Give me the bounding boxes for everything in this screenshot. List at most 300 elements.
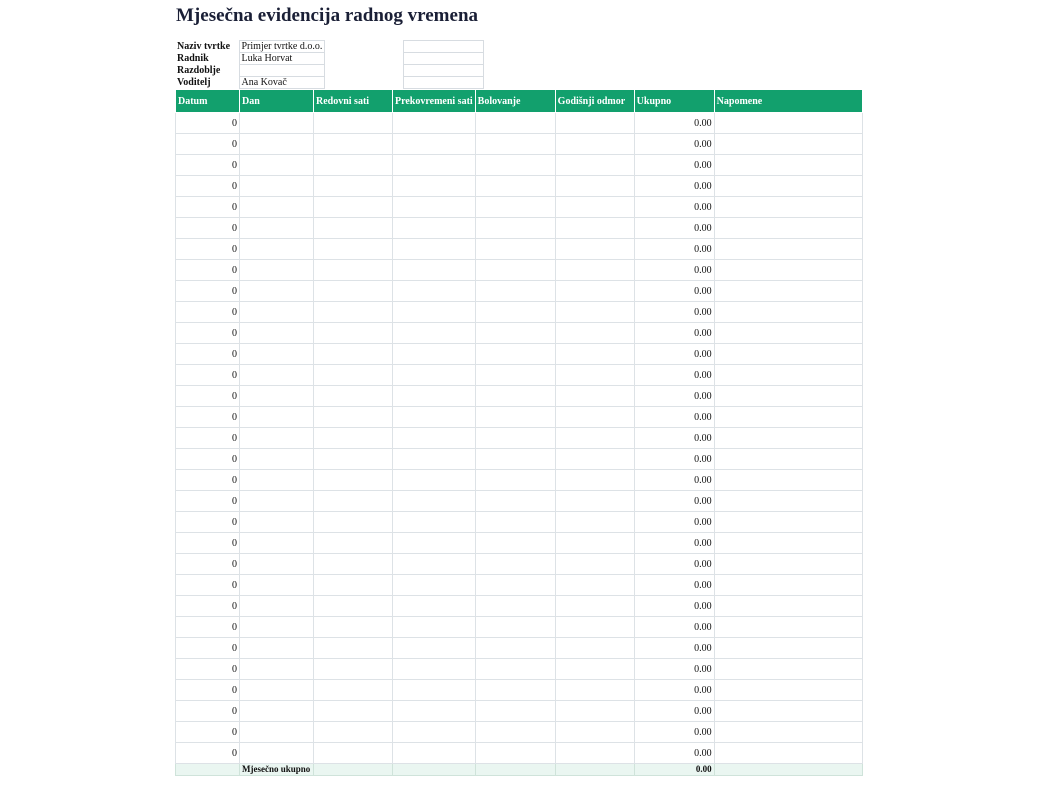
total-hours-cell[interactable]: 0.00 <box>634 428 714 449</box>
date-cell[interactable]: 0 <box>176 218 240 239</box>
table-cell[interactable] <box>475 281 555 302</box>
total-hours-cell[interactable]: 0.00 <box>634 680 714 701</box>
table-cell[interactable] <box>555 260 634 281</box>
table-cell[interactable] <box>714 512 862 533</box>
total-hours-cell[interactable]: 0.00 <box>634 722 714 743</box>
table-cell[interactable] <box>393 386 476 407</box>
table-cell[interactable] <box>314 659 393 680</box>
table-cell <box>314 764 393 776</box>
table-cell[interactable] <box>314 743 393 764</box>
total-hours-cell[interactable]: 0.00 <box>634 260 714 281</box>
date-cell[interactable]: 0 <box>176 596 240 617</box>
table-cell[interactable] <box>314 596 393 617</box>
date-cell[interactable]: 0 <box>176 554 240 575</box>
date-cell[interactable]: 0 <box>176 113 240 134</box>
table-cell[interactable] <box>475 659 555 680</box>
table-cell[interactable] <box>555 134 634 155</box>
info-value-field[interactable]: Primjer tvrtke d.o.o. <box>239 41 325 53</box>
table-cell[interactable] <box>240 176 314 197</box>
date-cell[interactable]: 0 <box>176 680 240 701</box>
table-cell[interactable] <box>714 743 862 764</box>
table-cell[interactable] <box>555 449 634 470</box>
table-cell[interactable] <box>314 617 393 638</box>
info-extra-cell[interactable] <box>404 41 484 53</box>
table-row <box>176 386 863 407</box>
table-cell[interactable] <box>555 323 634 344</box>
table-cell[interactable] <box>714 554 862 575</box>
info-row <box>175 53 484 65</box>
table-cell[interactable] <box>240 491 314 512</box>
table-cell[interactable] <box>714 239 862 260</box>
total-hours-cell[interactable]: 0.00 <box>634 281 714 302</box>
table-cell[interactable] <box>314 638 393 659</box>
date-cell[interactable]: 0 <box>176 407 240 428</box>
table-cell[interactable] <box>314 386 393 407</box>
table-cell[interactable] <box>475 386 555 407</box>
table-cell[interactable] <box>240 512 314 533</box>
total-hours-cell[interactable]: 0.00 <box>634 575 714 596</box>
table-cell[interactable] <box>714 596 862 617</box>
total-hours-cell[interactable]: 0.00 <box>634 638 714 659</box>
table-cell[interactable] <box>393 344 476 365</box>
info-row <box>175 77 484 89</box>
table-cell[interactable] <box>475 239 555 260</box>
table-cell[interactable] <box>240 155 314 176</box>
table-cell[interactable] <box>240 113 314 134</box>
table-cell[interactable] <box>714 407 862 428</box>
table-cell[interactable] <box>314 533 393 554</box>
table-cell[interactable] <box>475 260 555 281</box>
table-cell[interactable] <box>475 323 555 344</box>
total-hours-cell[interactable]: 0.00 <box>634 743 714 764</box>
table-row <box>176 470 863 491</box>
column-header: Ukupno <box>634 90 714 113</box>
table-cell[interactable] <box>714 533 862 554</box>
table-cell[interactable] <box>555 743 634 764</box>
table-cell[interactable] <box>475 113 555 134</box>
date-cell[interactable]: 0 <box>176 239 240 260</box>
table-cell[interactable] <box>714 323 862 344</box>
info-value-field[interactable]: Luka Horvat <box>239 53 325 65</box>
table-cell[interactable] <box>393 701 476 722</box>
table-cell[interactable] <box>714 575 862 596</box>
table-cell[interactable] <box>555 113 634 134</box>
date-cell[interactable]: 0 <box>176 701 240 722</box>
table-cell[interactable] <box>555 218 634 239</box>
total-hours-cell[interactable]: 0.00 <box>634 470 714 491</box>
table-row <box>176 491 863 512</box>
total-hours-cell[interactable]: 0.00 <box>634 449 714 470</box>
info-extra-cell[interactable] <box>404 77 484 89</box>
column-header: Redovni sati <box>314 90 393 113</box>
date-cell[interactable]: 0 <box>176 638 240 659</box>
table-cell[interactable] <box>240 638 314 659</box>
table-cell[interactable] <box>475 533 555 554</box>
table-cell[interactable] <box>314 197 393 218</box>
table-cell[interactable] <box>714 365 862 386</box>
table-cell[interactable] <box>555 638 634 659</box>
table-row <box>176 134 863 155</box>
table-cell[interactable] <box>314 407 393 428</box>
column-header: Datum <box>176 90 240 113</box>
table-cell[interactable] <box>240 659 314 680</box>
table-cell[interactable] <box>314 323 393 344</box>
table-cell[interactable] <box>240 554 314 575</box>
table-row <box>176 638 863 659</box>
table-cell[interactable] <box>714 470 862 491</box>
table-row <box>176 302 863 323</box>
table-cell[interactable] <box>393 449 476 470</box>
table-cell[interactable] <box>314 470 393 491</box>
table-cell[interactable] <box>555 722 634 743</box>
table-cell[interactable] <box>555 701 634 722</box>
table-cell[interactable] <box>475 743 555 764</box>
table-cell[interactable] <box>475 701 555 722</box>
table-cell[interactable] <box>475 575 555 596</box>
table-row <box>176 281 863 302</box>
date-cell[interactable]: 0 <box>176 512 240 533</box>
table-cell[interactable] <box>555 386 634 407</box>
date-cell[interactable]: 0 <box>176 470 240 491</box>
table-cell[interactable] <box>314 701 393 722</box>
table-cell[interactable] <box>714 680 862 701</box>
column-header: Dan <box>240 90 314 113</box>
column-header: Napomene <box>714 90 862 113</box>
table-cell[interactable] <box>714 176 862 197</box>
table-cell[interactable] <box>475 554 555 575</box>
info-label: Voditelj <box>177 77 211 88</box>
date-cell[interactable]: 0 <box>176 176 240 197</box>
table-cell[interactable] <box>714 491 862 512</box>
table-cell[interactable] <box>393 155 476 176</box>
table-cell[interactable] <box>475 680 555 701</box>
table-cell[interactable] <box>555 365 634 386</box>
table-cell[interactable] <box>240 596 314 617</box>
table-cell[interactable] <box>393 134 476 155</box>
table-cell[interactable] <box>475 428 555 449</box>
total-hours-cell[interactable]: 0.00 <box>634 386 714 407</box>
table-cell[interactable] <box>314 218 393 239</box>
date-cell[interactable]: 0 <box>176 260 240 281</box>
table-header-row <box>176 90 863 113</box>
table-row <box>176 407 863 428</box>
table-cell[interactable] <box>393 659 476 680</box>
table-cell[interactable] <box>240 344 314 365</box>
table-cell[interactable] <box>555 512 634 533</box>
table-cell <box>393 764 476 776</box>
table-cell[interactable] <box>555 680 634 701</box>
total-hours-cell[interactable]: 0.00 <box>634 218 714 239</box>
table-cell[interactable] <box>393 407 476 428</box>
table-cell[interactable] <box>393 491 476 512</box>
table-cell[interactable] <box>393 176 476 197</box>
table-cell[interactable] <box>314 512 393 533</box>
total-hours-cell[interactable]: 0.00 <box>634 491 714 512</box>
total-hours-cell[interactable]: 0.00 <box>634 512 714 533</box>
table-cell[interactable] <box>240 302 314 323</box>
table-cell[interactable] <box>475 722 555 743</box>
date-cell[interactable]: 0 <box>176 197 240 218</box>
table-cell[interactable] <box>393 239 476 260</box>
table-cell[interactable] <box>393 554 476 575</box>
total-hours-cell[interactable]: 0.00 <box>634 596 714 617</box>
table-cell[interactable] <box>240 449 314 470</box>
table-cell[interactable] <box>393 218 476 239</box>
table-cell[interactable] <box>714 722 862 743</box>
table-row <box>176 197 863 218</box>
table-row <box>176 239 863 260</box>
date-cell[interactable]: 0 <box>176 281 240 302</box>
table-cell[interactable] <box>475 134 555 155</box>
date-cell[interactable]: 0 <box>176 722 240 743</box>
total-hours-cell[interactable]: 0.00 <box>634 134 714 155</box>
table-cell[interactable] <box>555 533 634 554</box>
table-cell[interactable] <box>240 533 314 554</box>
table-cell[interactable] <box>555 491 634 512</box>
table-cell[interactable] <box>714 113 862 134</box>
table-cell[interactable] <box>714 701 862 722</box>
table-cell[interactable] <box>240 617 314 638</box>
table-row <box>176 218 863 239</box>
table-cell[interactable] <box>314 449 393 470</box>
table-cell[interactable] <box>240 722 314 743</box>
table-cell[interactable] <box>314 134 393 155</box>
table-cell[interactable] <box>393 638 476 659</box>
table-cell[interactable] <box>475 491 555 512</box>
table-cell[interactable] <box>314 113 393 134</box>
table-cell[interactable] <box>240 428 314 449</box>
table-cell[interactable] <box>240 134 314 155</box>
table-row <box>176 575 863 596</box>
table-cell[interactable] <box>475 470 555 491</box>
table-cell[interactable] <box>314 260 393 281</box>
table-cell[interactable] <box>393 323 476 344</box>
info-row <box>175 41 484 53</box>
table-row <box>176 680 863 701</box>
table-row <box>176 113 863 134</box>
table-cell[interactable] <box>314 344 393 365</box>
table-cell[interactable] <box>240 239 314 260</box>
info-row <box>175 65 484 77</box>
table-cell[interactable] <box>714 386 862 407</box>
date-cell[interactable]: 0 <box>176 491 240 512</box>
table-cell[interactable] <box>240 197 314 218</box>
date-cell[interactable]: 0 <box>176 533 240 554</box>
table-cell[interactable] <box>240 575 314 596</box>
date-cell[interactable]: 0 <box>176 743 240 764</box>
date-cell[interactable]: 0 <box>176 134 240 155</box>
table-cell[interactable] <box>714 197 862 218</box>
table-cell[interactable] <box>714 449 862 470</box>
table-cell[interactable] <box>475 197 555 218</box>
table-cell[interactable] <box>240 218 314 239</box>
table-cell[interactable] <box>314 491 393 512</box>
table-cell[interactable] <box>393 533 476 554</box>
date-cell[interactable]: 0 <box>176 575 240 596</box>
total-hours-cell[interactable]: 0.00 <box>634 701 714 722</box>
table-cell[interactable] <box>555 281 634 302</box>
date-cell[interactable]: 0 <box>176 302 240 323</box>
table-cell[interactable] <box>314 722 393 743</box>
table-cell[interactable] <box>555 428 634 449</box>
table-cell[interactable] <box>475 155 555 176</box>
date-cell[interactable]: 0 <box>176 323 240 344</box>
table-cell[interactable] <box>475 449 555 470</box>
table-cell[interactable] <box>314 239 393 260</box>
total-hours-cell[interactable]: 0.00 <box>634 197 714 218</box>
info-spacer <box>325 65 404 77</box>
table-cell[interactable] <box>555 407 634 428</box>
table-cell[interactable] <box>393 743 476 764</box>
table-cell[interactable] <box>240 281 314 302</box>
table-cell[interactable] <box>393 722 476 743</box>
table-cell[interactable] <box>555 344 634 365</box>
table-cell[interactable] <box>393 470 476 491</box>
table-cell[interactable] <box>555 617 634 638</box>
table-cell[interactable] <box>714 617 862 638</box>
info-block <box>175 40 484 89</box>
table-cell[interactable] <box>314 176 393 197</box>
total-hours-cell[interactable]: 0.00 <box>634 533 714 554</box>
table-cell[interactable] <box>393 575 476 596</box>
date-cell[interactable]: 0 <box>176 617 240 638</box>
table-cell[interactable] <box>555 596 634 617</box>
table-cell[interactable] <box>240 365 314 386</box>
table-cell[interactable] <box>714 134 862 155</box>
table-cell[interactable] <box>314 575 393 596</box>
table-cell[interactable] <box>314 428 393 449</box>
table-cell[interactable] <box>240 260 314 281</box>
table-cell[interactable] <box>475 365 555 386</box>
table-cell[interactable] <box>393 281 476 302</box>
table-cell[interactable] <box>555 575 634 596</box>
total-hours-cell[interactable]: 0.00 <box>634 155 714 176</box>
info-value-field[interactable]: Ana Kovač <box>239 77 325 89</box>
table-cell[interactable] <box>555 470 634 491</box>
date-cell[interactable]: 0 <box>176 449 240 470</box>
page-title: Mjesečna evidencija radnog vremena <box>176 5 479 26</box>
table-cell[interactable] <box>555 176 634 197</box>
table-cell[interactable] <box>555 155 634 176</box>
table-cell[interactable] <box>475 344 555 365</box>
table-cell[interactable] <box>714 218 862 239</box>
table-cell[interactable] <box>393 260 476 281</box>
total-hours-cell[interactable]: 0.00 <box>634 176 714 197</box>
table-cell[interactable] <box>475 638 555 659</box>
table-cell[interactable] <box>475 302 555 323</box>
table-cell[interactable] <box>393 365 476 386</box>
info-value-field[interactable] <box>239 65 325 77</box>
total-hours-cell[interactable]: 0.00 <box>634 554 714 575</box>
table-cell[interactable] <box>393 428 476 449</box>
table-cell[interactable] <box>240 680 314 701</box>
timesheet-table <box>175 90 863 776</box>
table-cell[interactable] <box>714 659 862 680</box>
date-cell[interactable]: 0 <box>176 365 240 386</box>
table-cell[interactable] <box>475 407 555 428</box>
table-cell[interactable] <box>475 176 555 197</box>
table-cell[interactable] <box>393 302 476 323</box>
date-cell[interactable]: 0 <box>176 428 240 449</box>
date-cell[interactable]: 0 <box>176 344 240 365</box>
table-cell[interactable] <box>555 239 634 260</box>
table-cell[interactable] <box>393 512 476 533</box>
table-row <box>176 512 863 533</box>
table-cell[interactable] <box>555 197 634 218</box>
table-cell[interactable] <box>240 323 314 344</box>
table-cell[interactable] <box>393 596 476 617</box>
table-cell[interactable] <box>314 554 393 575</box>
table-cell[interactable] <box>314 302 393 323</box>
table-cell[interactable] <box>714 344 862 365</box>
info-extra-cell[interactable] <box>404 53 484 65</box>
table-cell[interactable] <box>240 701 314 722</box>
table-cell[interactable] <box>314 680 393 701</box>
table-row <box>176 743 863 764</box>
table-cell[interactable] <box>393 617 476 638</box>
total-hours-cell[interactable]: 0.00 <box>634 323 714 344</box>
table-cell[interactable] <box>555 659 634 680</box>
table-cell[interactable] <box>714 260 862 281</box>
table-cell[interactable] <box>475 512 555 533</box>
table-cell[interactable] <box>240 470 314 491</box>
table-cell <box>475 764 555 776</box>
table-cell[interactable] <box>240 386 314 407</box>
table-cell[interactable] <box>314 155 393 176</box>
table-row <box>176 596 863 617</box>
info-extra-cell[interactable] <box>404 65 484 77</box>
table-cell[interactable] <box>393 113 476 134</box>
table-cell[interactable] <box>314 365 393 386</box>
info-spacer <box>325 41 404 53</box>
total-hours-cell[interactable]: 0.00 <box>634 239 714 260</box>
table-cell[interactable] <box>714 155 862 176</box>
table-row <box>176 344 863 365</box>
table-cell[interactable] <box>714 281 862 302</box>
table-cell[interactable] <box>240 743 314 764</box>
table-cell <box>176 764 240 776</box>
table-row <box>176 155 863 176</box>
total-hours-cell[interactable]: 0.00 <box>634 365 714 386</box>
table-cell[interactable] <box>555 302 634 323</box>
table-cell[interactable] <box>714 302 862 323</box>
date-cell[interactable]: 0 <box>176 155 240 176</box>
total-hours-cell[interactable]: 0.00 <box>634 302 714 323</box>
table-cell[interactable] <box>714 638 862 659</box>
table-cell[interactable] <box>393 197 476 218</box>
table-cell[interactable] <box>240 407 314 428</box>
total-hours-cell[interactable]: 0.00 <box>634 113 714 134</box>
monthly-total-label: Mjesečno ukupno <box>240 764 314 776</box>
total-hours-cell[interactable]: 0.00 <box>634 344 714 365</box>
date-cell[interactable]: 0 <box>176 386 240 407</box>
column-header: Bolovanje <box>475 90 555 113</box>
column-header: Godišnji odmor <box>555 90 634 113</box>
total-hours-cell[interactable]: 0.00 <box>634 659 714 680</box>
table-row <box>176 449 863 470</box>
total-hours-cell[interactable]: 0.00 <box>634 407 714 428</box>
table-cell[interactable] <box>393 680 476 701</box>
info-label: Radnik <box>177 53 209 64</box>
table-cell[interactable] <box>714 428 862 449</box>
table-cell[interactable] <box>555 554 634 575</box>
table-cell[interactable] <box>475 218 555 239</box>
table-cell[interactable] <box>475 596 555 617</box>
table-cell[interactable] <box>475 617 555 638</box>
total-hours-cell[interactable]: 0.00 <box>634 617 714 638</box>
date-cell[interactable]: 0 <box>176 659 240 680</box>
table-cell[interactable] <box>314 281 393 302</box>
